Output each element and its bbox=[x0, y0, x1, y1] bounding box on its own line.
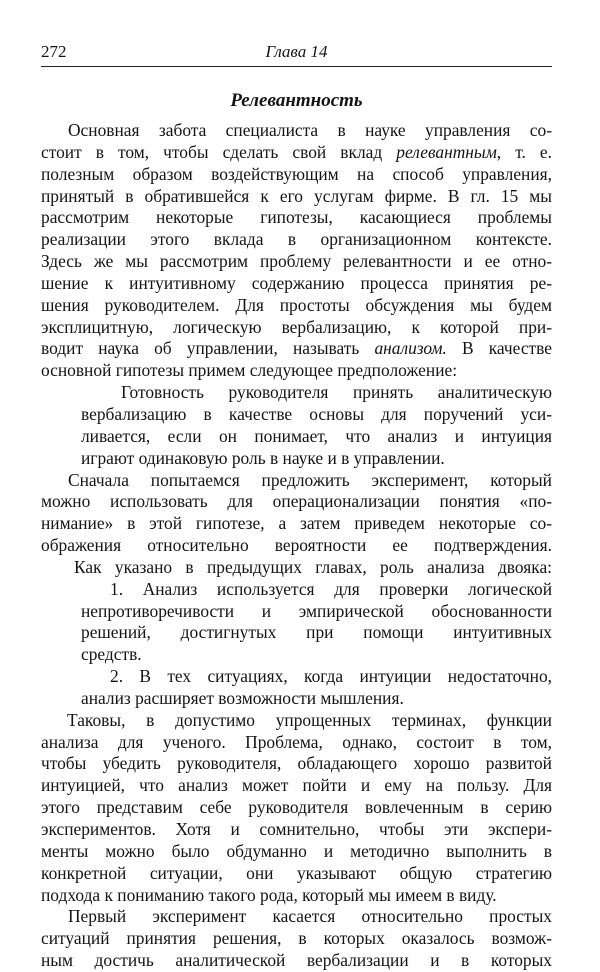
text-line: полезным образом воздействующим на способ управления, bbox=[41, 163, 552, 184]
list-item-line: средств. bbox=[81, 644, 142, 665]
text-line: Сначала попытаемся предложить эксперимент, который bbox=[68, 469, 552, 490]
list-item-line: решений, достигнутых при помощи интуитивных bbox=[81, 622, 552, 643]
list-item-line: 2. В тех ситуациях, когда интуиции недостаточно, bbox=[110, 666, 552, 687]
text-line: ситуаций принятия решения, в которых оказалось возмож- bbox=[41, 928, 552, 949]
text-line: Как указано в предыдущих главах, роль анализа двояка: bbox=[74, 556, 552, 577]
text-line: Основная забота специалиста в науке управления со- bbox=[68, 120, 552, 140]
page-number: 272 bbox=[41, 42, 67, 61]
text-line: анализа для ученого. Проблема, однако, состоит в том, bbox=[41, 731, 552, 752]
text-line: чтобы убедить руководителя, обладающего хорошо развитой bbox=[41, 753, 552, 774]
list-item-line: непротиворечивости и эмпирической обоснованности bbox=[81, 600, 552, 621]
text-line: рассмотрим некоторые гипотезы, касающиеся проблемы bbox=[41, 207, 552, 228]
body-text bbox=[41, 120, 552, 972]
text-line: менты можно было обдуманно и методично выполнить в bbox=[41, 840, 552, 861]
text-line: этого представим себе руководителя вовлеченным в серию bbox=[41, 797, 552, 818]
text-line: Таковы, в допустимо упрощенных терминах, функции bbox=[67, 709, 552, 730]
text-line: принятый в обратившейся к его услугам фирме. В гл. 15 мы bbox=[41, 185, 552, 206]
text-line: интуицией, что анализ может пойти и ему на пользу. Для bbox=[41, 775, 552, 796]
text-line: можно использовать для операционализации понятия «по- bbox=[41, 491, 552, 512]
list-item-line: анализ расширяет возможности мышления. bbox=[81, 687, 404, 708]
page-header bbox=[41, 42, 552, 67]
text-line: шение к интуитивному содержанию процесса принятия ре- bbox=[41, 272, 552, 293]
text-line: нимание» в этой гипотезе, а затем приведем некоторые со- bbox=[41, 513, 552, 534]
text-line: ным достичь аналитической вербализации и в которых bbox=[41, 950, 552, 971]
hypothesis-line: играют одинаковую роль в науке и в управлении. bbox=[81, 447, 445, 468]
text-line: Здесь же мы рассмотрим проблему релевантности и ее отно- bbox=[41, 251, 552, 272]
text-line: конкретной ситуации, они указывают общую стратегию bbox=[41, 862, 552, 883]
text-line: основной гипотезы примем следующее предположение: bbox=[41, 360, 458, 381]
text-line: эксплицитную, логическую вербализацию, к которой при- bbox=[41, 316, 552, 337]
section-title: Релевантность bbox=[230, 90, 363, 111]
running-head: Глава 14 bbox=[265, 42, 328, 61]
text-line: реализации этого вклада в организационном контексте. bbox=[41, 229, 552, 250]
text-line: ображения относительно вероятности ее подтверждения. bbox=[41, 535, 552, 556]
hypothesis-line: Готовность руководителя принять аналитическую bbox=[121, 382, 552, 403]
text-line: стоит в том, чтобы сделать свой вклад релевантным, т. е. bbox=[41, 141, 552, 162]
text-line: шения руководителем. Для простоты обсуждения мы будем bbox=[41, 294, 552, 315]
text-line: Первый эксперимент касается относительно простых bbox=[68, 906, 552, 927]
text-line: экспериментов. Хотя и сомнительно, чтобы эти экспери- bbox=[41, 819, 552, 839]
text-line: водит наука об управлении, называть анализом. В качестве bbox=[41, 338, 552, 359]
hypothesis-line: ливается, если он понимает, что анализ и интуиция bbox=[81, 425, 552, 446]
list-item-line: 1. Анализ используется для проверки логической bbox=[110, 578, 552, 599]
hypothesis-line: вербализацию в качестве основы для поручений уси- bbox=[81, 403, 552, 424]
text-line: подхода к пониманию такого рода, который мы имеем в виду. bbox=[41, 884, 497, 905]
